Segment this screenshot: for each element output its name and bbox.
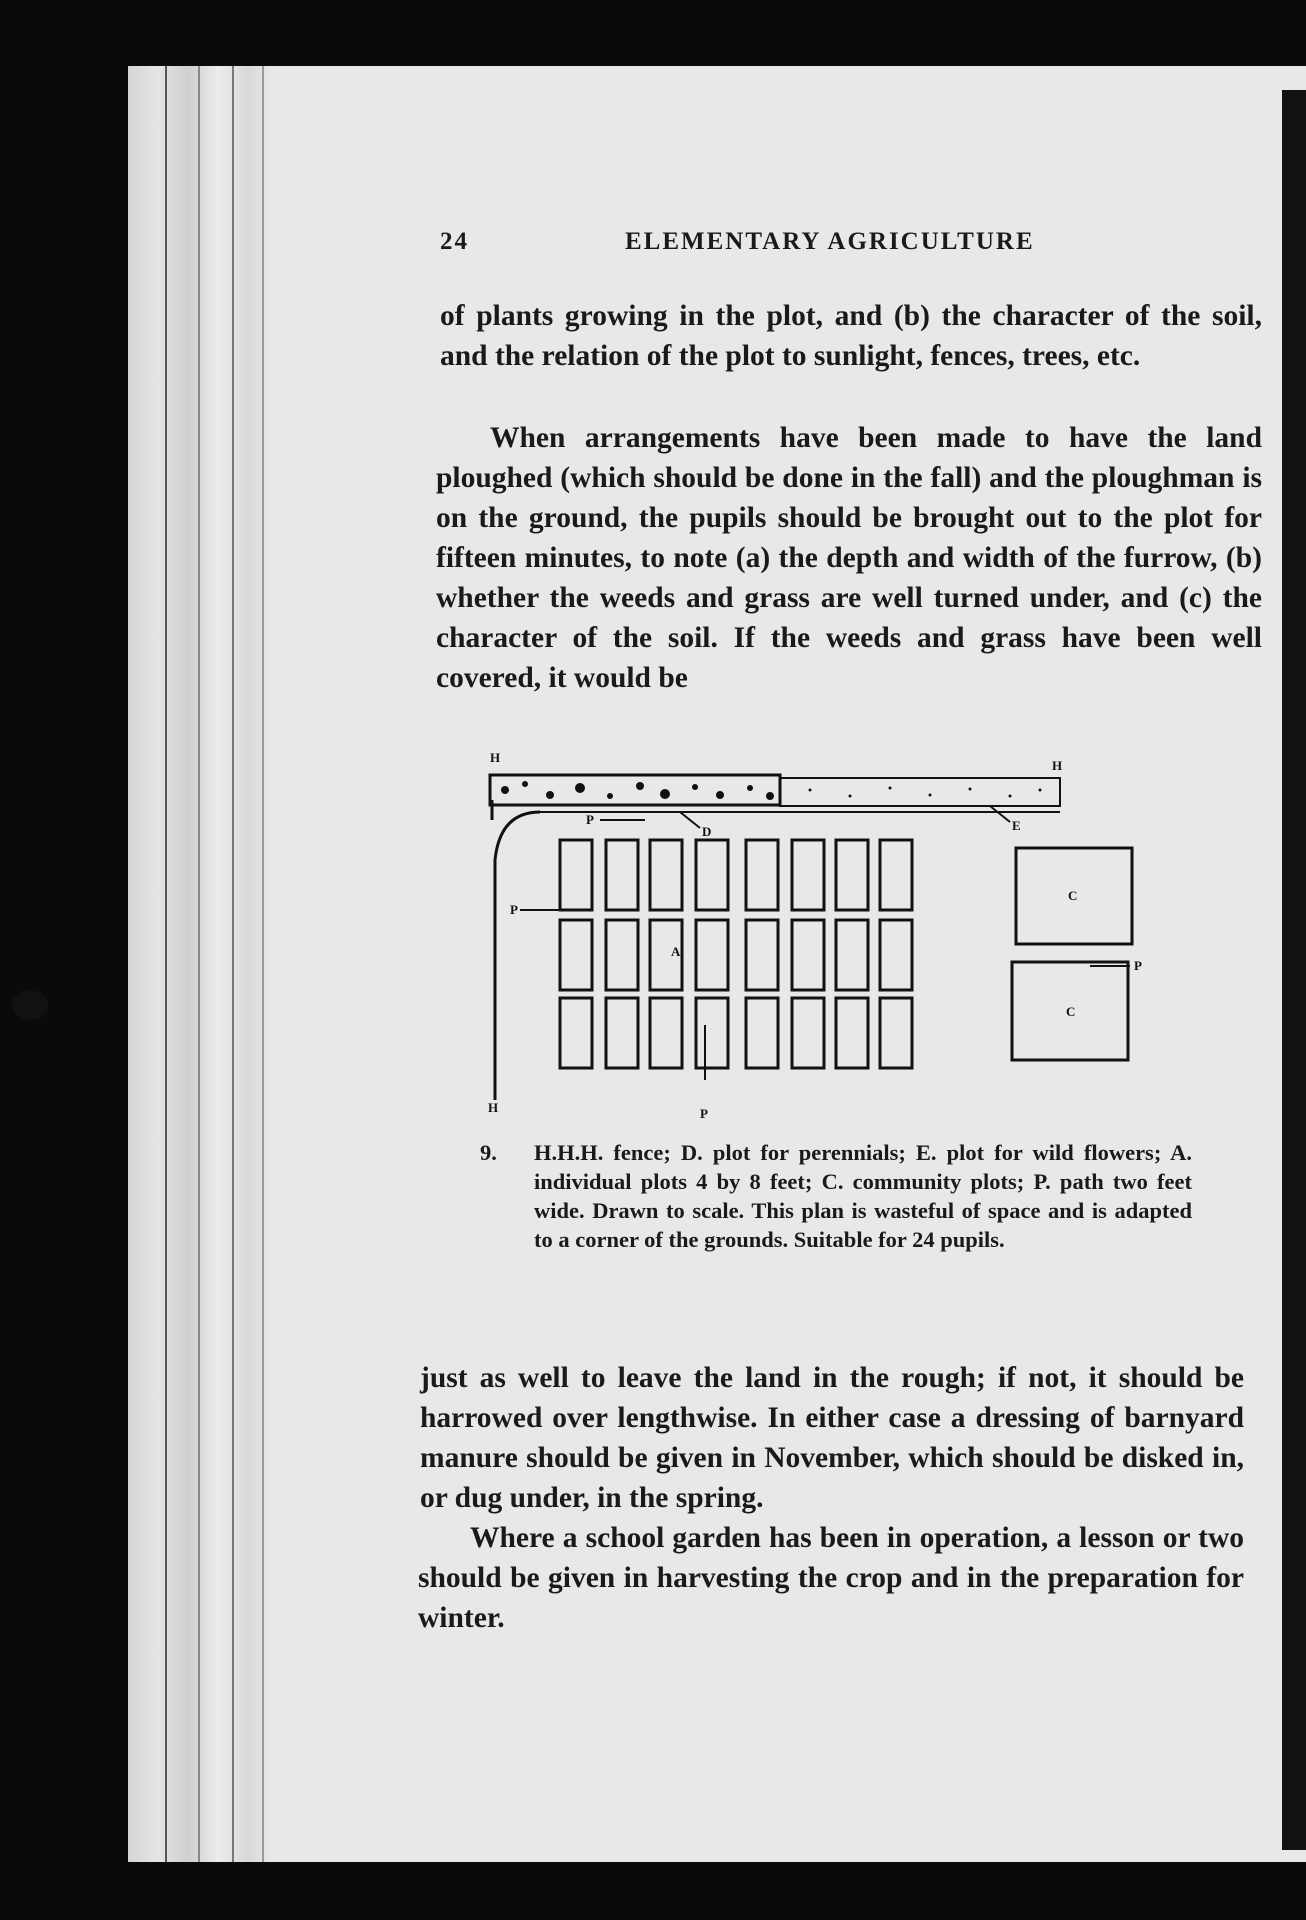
- paragraph-1: of plants growing in the plot, and (b) the character of the soil, and the relation of the plot to sunlight, fences, trees, etc.: [440, 300, 1262, 372]
- label-c-1: C: [1068, 888, 1078, 903]
- individual-plots: [560, 840, 912, 1068]
- label-p-left: P: [510, 902, 518, 917]
- individual-plot: [746, 998, 778, 1068]
- individual-plot: [836, 920, 868, 990]
- individual-plot: [606, 998, 638, 1068]
- individual-plot: [792, 920, 824, 990]
- label-h-left: H: [490, 750, 501, 765]
- individual-plot: [836, 840, 868, 910]
- individual-plot: [606, 920, 638, 990]
- book-title: ELEMENTARY AGRICULTURE: [625, 228, 1035, 255]
- wild-flowers-strip: [780, 778, 1060, 806]
- individual-plot: [792, 998, 824, 1068]
- fence-left: [495, 812, 540, 1100]
- paragraph-3: just as well to leave the land in the rough; if not, it should be harrowed over lengthwise. In either case a dressing of barnyard manure should be given in November, which should be disked in, or dug under, in the spring.: [420, 1362, 1244, 1514]
- label-p-bottom: P: [700, 1106, 708, 1120]
- garden-plan-figure: [470, 740, 1210, 1120]
- individual-plot: [560, 998, 592, 1068]
- label-e: E: [1012, 818, 1021, 833]
- individual-plot: [650, 840, 682, 910]
- gutter-line: [232, 66, 234, 1862]
- figure-number: 9.: [480, 1140, 497, 1165]
- individual-plot: [792, 840, 824, 910]
- label-h-right: H: [1052, 758, 1063, 773]
- gutter-line: [262, 66, 264, 1862]
- figure-caption-text: H.H.H. fence; D. plot for perennials; E. plot for wild flowers; A. individual plots 4 by 8 feet; C. community plots; P. path two feet wide. Drawn to scale. This plan is wasteful of space and is adapted to a corner of the grounds. Suitable for 24 pupils.: [534, 1140, 1192, 1252]
- individual-plot: [880, 840, 912, 910]
- individual-plot: [560, 920, 592, 990]
- label-h-bottom: H: [488, 1100, 499, 1115]
- paragraph-4: Where a school garden has been in operation, a lesson or two should be given in harvesting the crop and in the preparation for winter.: [418, 1522, 1244, 1634]
- individual-plot: [880, 998, 912, 1068]
- individual-plot: [560, 840, 592, 910]
- label-a: A: [671, 944, 681, 959]
- figure-caption: [480, 1138, 1192, 1254]
- individual-plot: [746, 920, 778, 990]
- scan-edge: [1282, 90, 1306, 1850]
- book-gutter: [128, 66, 273, 1862]
- individual-plot: [696, 998, 728, 1068]
- individual-plot: [650, 998, 682, 1068]
- label-d: D: [702, 824, 712, 839]
- individual-plot: [746, 840, 778, 910]
- individual-plot: [696, 840, 728, 910]
- individual-plot: [880, 920, 912, 990]
- gutter-line: [198, 66, 200, 1862]
- scan-blemish: [12, 990, 48, 1020]
- label-p-top: P: [586, 812, 594, 827]
- label-c-2: C: [1066, 1004, 1076, 1019]
- individual-plot: [836, 998, 868, 1068]
- individual-plot: [696, 920, 728, 990]
- individual-plot: [606, 840, 638, 910]
- pointer-e: [990, 806, 1010, 822]
- perennials-strip: [490, 775, 780, 805]
- gutter-line: [165, 66, 167, 1862]
- page-number: 24: [440, 228, 469, 255]
- paragraph-2: When arrangements have been made to have the land ploughed (which should be done in the fall) and the ploughman is on the ground, the pupils should be brought out to the plot for fifteen minutes, to note (a) the depth and width of the furrow, (b) whether the weeds and grass are well turned under, and (c) the character of the soil. If the weeds and grass have been well covered, it would be: [436, 422, 1262, 694]
- pointer-d: [680, 812, 700, 828]
- label-p-right: P: [1134, 958, 1142, 973]
